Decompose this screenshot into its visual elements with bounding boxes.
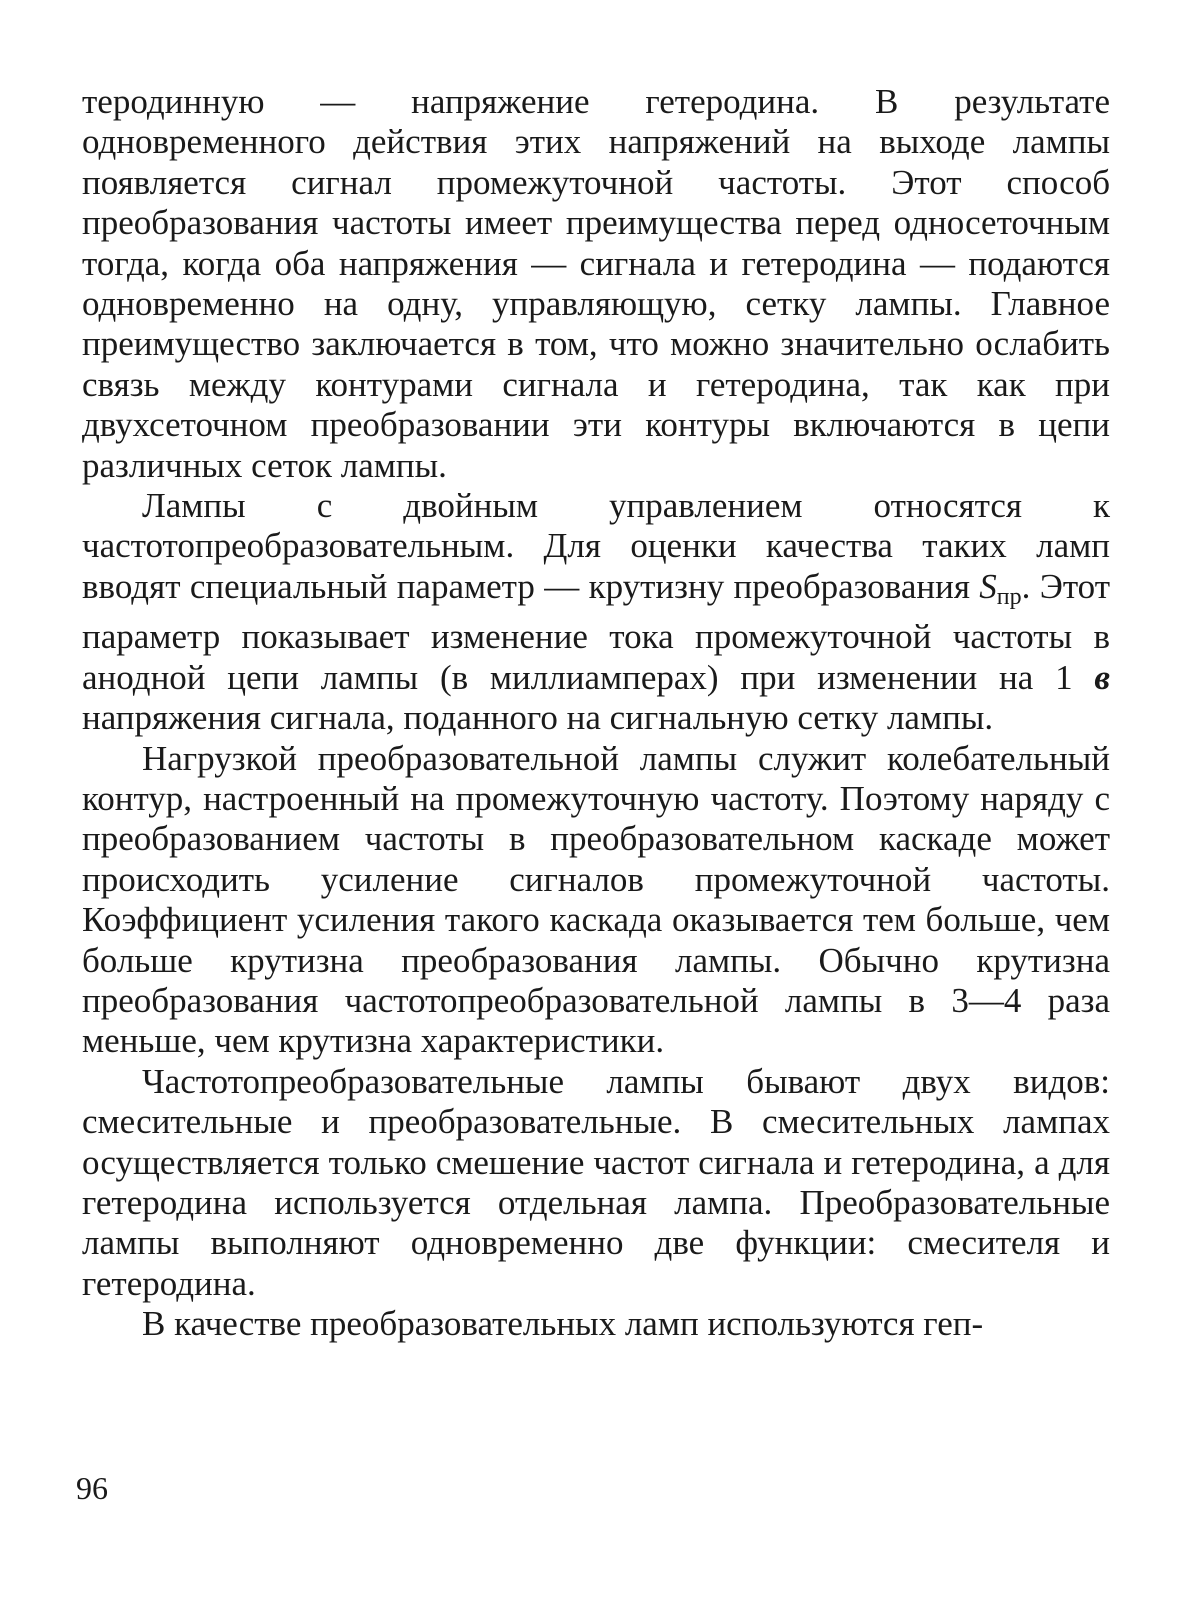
paragraph-2: [82, 486, 1110, 738]
paragraph-5: В качестве преобразовательных ламп используются геп-: [142, 1304, 984, 1344]
paragraph-1: теродинную — напряжение гетеродина. В результате одновременного действия этих напряжений на выходе лампы появляется сигнал промежуточной частоты. Этот способ преобразования частоты имеет преимущества перед односеточным тогда, когда оба напряжения — сигнала и гетеродина — подаются одновременно на одну, управляющую, сетку лампы. Главное преимущество заключается в том, что можно значительно ослабить связь между контурами сигнала и гетеродина, так как при двухсеточном преобразовании эти контуры включаются в цепи различных сеток лампы.: [82, 82, 1110, 485]
conversion-slope-subscript: пр: [996, 583, 1022, 610]
volt-unit: в: [1094, 657, 1110, 697]
paragraph-2-text-c: напряжения сигнала, поданного на сигнальную сетку лампы.: [82, 698, 994, 738]
paragraph-4: Частотопреобразовательные лампы бывают двух видов: смесительные и преобразовательные. В смесительных лампах осуществляется только смешение частот сигнала и гетеродина, а для гетеродина используется отдельная лампа. Преобразовательные лампы выполняют одновременно две функции: смесителя и гетеродина.: [82, 1061, 1110, 1303]
page-number: 96: [76, 1470, 108, 1506]
conversion-slope-symbol: S: [979, 566, 997, 606]
paragraph-2-text-a: Лампы с двойным управлением относятся к частотопреобразовательным. Для оценки качества таких ламп вводят специальный параметр — крутизну преобразования: [82, 486, 1110, 606]
page-body: [82, 82, 1110, 1345]
paragraph-3: Нагрузкой преобразовательной лампы служит колебательный контур, настроенный на промежуточную частоту. Поэтому наряду с преобразованием частоты в преобразовательном каскаде может происходить усиление сигналов промежуточной частоты. Коэффициент усиления такого каскада оказывается тем больше, чем больше крутизна преобразования лампы. Обычно крутизна преобразования частотопреобразовательной лампы в 3—4 раза меньше, чем крутизна характеристики.: [82, 738, 1110, 1061]
paragraph-2-text-b: . Этот параметр показывает изменение тока промежуточной частоты в анодной цепи лампы (в миллиамперах) при изменении на 1: [82, 566, 1110, 697]
